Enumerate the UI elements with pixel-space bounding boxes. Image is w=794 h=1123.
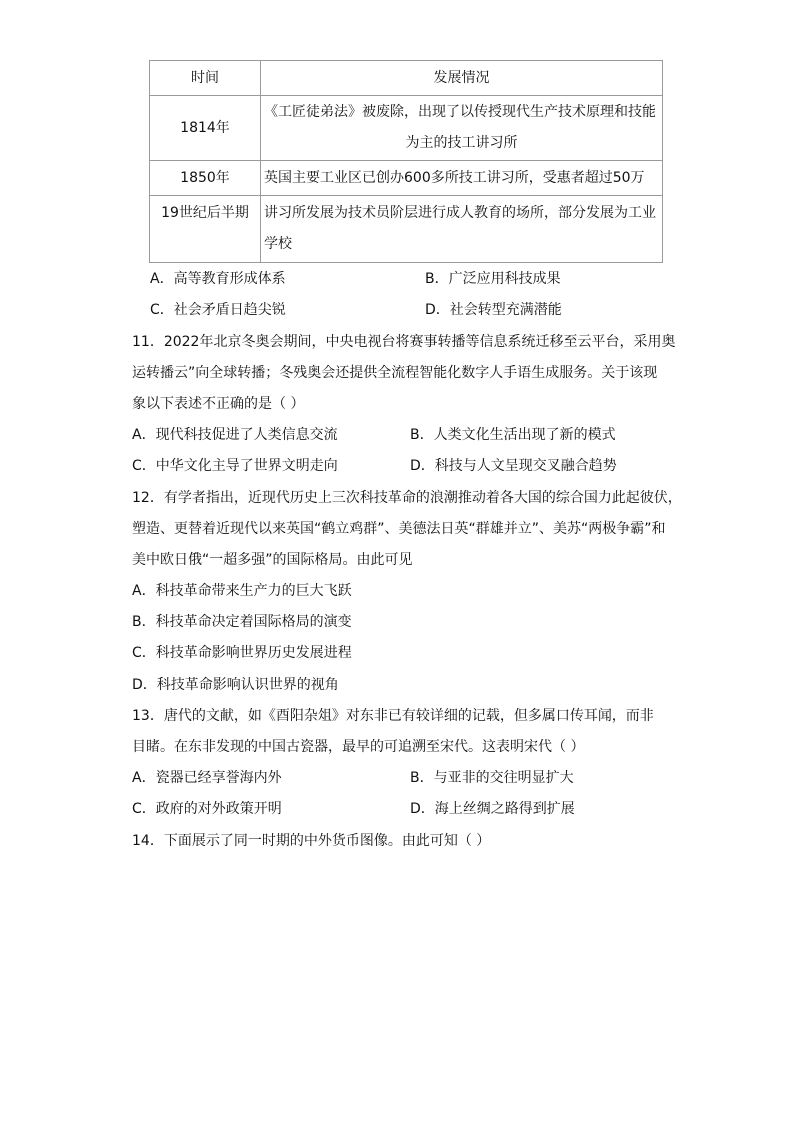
cell-desc [261,161,663,196]
cell-time: 1850年 [150,161,261,196]
q11-stem-line: 11．2022年北京冬奥会期间，中央电视台将赛事转播等信息系统迁移至云平台，采用奥 [132,334,676,350]
q12-stem-line: 塑造、更替着近现代以来英国“鹤立鸡群”、美德法日英“群雄并立”、美苏“两极争霸”和 [132,521,666,537]
q11-option-b: B．人类文化生活出现了新的模式 [410,427,616,443]
q12-option-a: A．科技革命带来生产力的巨大飞跃 [132,583,352,599]
q10-option-d: D．社会转型充满潜能 [425,302,562,318]
table-header-row [150,61,663,96]
q11-stem-line: 象以下表述不正确的是（ ） [132,396,305,412]
q14-stem-line: 14．下面展示了同一时期的中外货币图像。由此可知（ ） [132,833,491,849]
q12-option-b: B．科技革命决定着国际格局的演变 [132,614,352,630]
q13-option-c: C．政府的对外政策开明 [132,801,282,817]
q13-option-a: A．瓷器已经享誉海内外 [132,770,282,786]
cell-desc [261,196,663,263]
q10-option-b: B．广泛应用科技成果 [425,271,561,287]
q13-option-b: B．与亚非的交往明显扩大 [410,770,574,786]
q13-stem-line: 13．唐代的文献，如《酉阳杂俎》对东非已有较详细的记载，但多属口传耳闻，而非 [132,708,654,724]
history-table [149,60,663,263]
cell-time: 19世纪后半期 [150,196,261,263]
q13-stem-line: 目睹。在东非发现的中国古瓷器，最早的可追溯至宋代。这表明宋代（ ） [132,739,585,755]
q11-option-d: D．科技与人文呈现交叉融合趋势 [410,458,617,474]
q11-option-a: A．现代科技促进了人类信息交流 [132,427,338,443]
q12-option-d: D．科技革命影响认识世界的视角 [132,677,339,693]
cell-desc-line: 讲习所发展为技术员阶层进行成人教育的场所，部分发展为工业 [264,205,656,221]
q10-option-a: A．高等教育形成体系 [150,271,286,287]
cell-desc-line: 英国主要工业区已创办600多所技工讲习所，受惠者超过50万 [264,169,645,186]
q12-option-c: C．科技革命影响世界历史发展进程 [132,645,352,661]
header-development: 发展情况 [261,61,663,96]
table-row [150,196,663,263]
cell-desc-line: 为主的技工讲习所 [405,135,518,151]
q11-stem-line: 运转播云”向全球转播；冬残奥会还提供全流程智能化数字人手语生成服务。关于该现 [132,365,658,381]
cell-time: 1814年 [150,96,261,161]
q12-stem-line: 12．有学者指出，近现代历史上三次科技革命的浪潮推动着各大国的综合国力此起彼伏， [132,490,682,506]
cell-desc [261,96,663,161]
q12-stem-line: 美中欧日俄“一超多强”的国际格局。由此可见 [132,552,413,568]
q11-option-c: C．中华文化主导了世界文明走向 [132,458,338,474]
q10-option-c: C．社会矛盾日趋尖锐 [150,302,286,318]
table-row [150,96,663,161]
cell-desc-line: 学校 [264,236,292,252]
header-time: 时间 [150,61,261,96]
q13-option-d: D．海上丝绸之路得到扩展 [410,801,575,817]
table-row [150,161,663,196]
cell-desc-line: 《工匠徒弟法》被废除，出现了以传授现代生产技术原理和技能 [264,104,656,120]
